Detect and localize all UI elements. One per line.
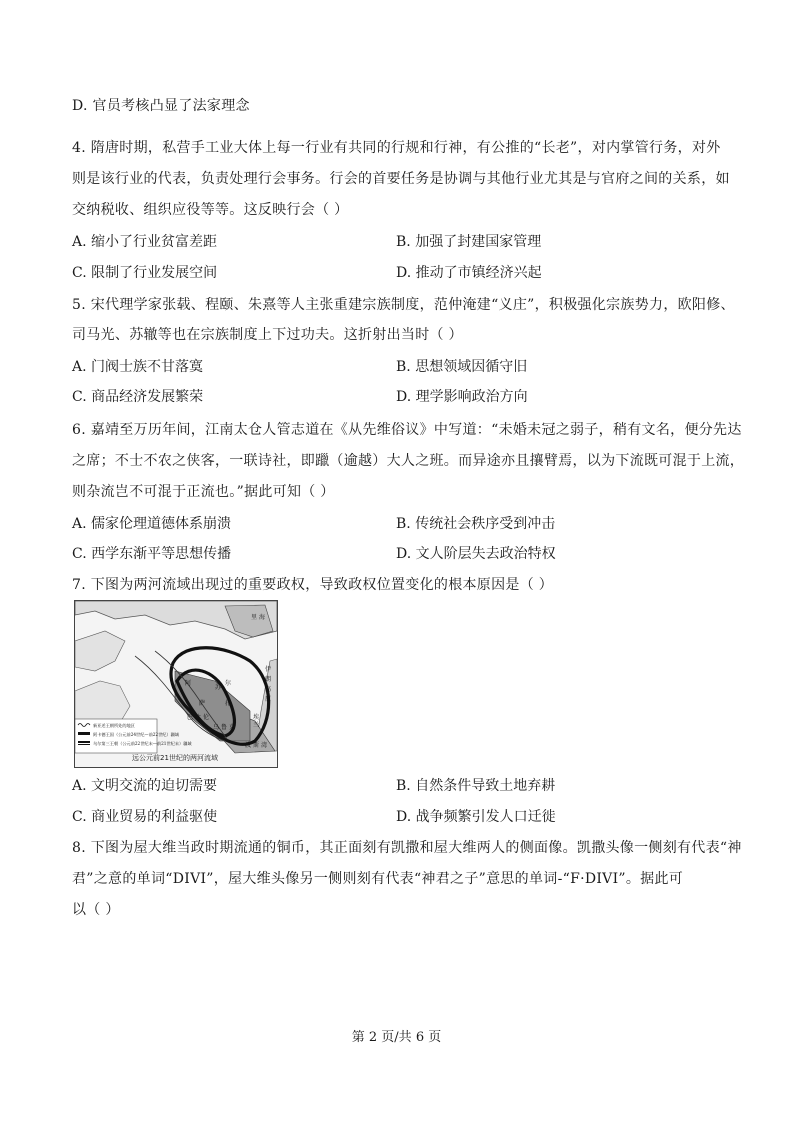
q5-stem-line-2: 司马光、苏辙等也在宗族制度上下过功夫。这折射出当时（ ）	[72, 327, 463, 343]
q6-option-b: B. 传统社会秩序受到冲击	[396, 516, 556, 532]
map-label-hai: 海	[259, 614, 266, 621]
q4-stem-line-3: 交纳税收、组织应役等等。这反映行会（ ）	[72, 202, 349, 218]
q6-stem-line-1: 6. 嘉靖至万历年间，江南太仓人管志道在《从先维俗议》中写道：“未婚未冠之弱子，稍有文名，便分先达	[72, 422, 742, 438]
map-label-lun: 伦	[203, 714, 210, 721]
page-footer: 第 2 页/共 6 页	[351, 1030, 442, 1045]
legend-item-2: 阿卡德王国（公元前24世纪—前22世纪）疆域	[93, 732, 180, 737]
map-label-gao: 高	[265, 686, 272, 693]
q5-option-a: A. 门阀士族不甘落寞	[72, 359, 204, 375]
map-caption: 远公元前21世纪的两河流域	[132, 754, 218, 762]
q5-option-d: D. 理学影响政治方向	[396, 389, 528, 405]
map-label-si: 斯	[253, 742, 260, 749]
map-label-er: 尔	[225, 680, 232, 687]
q6-stem-line-2: 之席；不士不农之侠客，一联诗社，即躐（逾越）大人之班。而异途亦且攘臂焉，以为下流既可混于上流，	[72, 453, 745, 469]
q5-option-c: C. 商品经济发展繁荣	[72, 389, 204, 405]
q8-stem-line-1: 8. 下图为屋大维当政时期流通的铜币，其正面刻有凯撒和屋大维两人的侧面像。凯撒头像一侧刻有代表“神	[72, 840, 742, 856]
map-label-li: 里	[251, 614, 258, 621]
q5-option-b: B. 思想领域因循守旧	[396, 359, 528, 375]
map-label-ba: 巴	[187, 714, 194, 721]
q7-option-d: D. 战争频繁引发人口迁徙	[396, 809, 556, 825]
q4-stem-line-2: 则是该行业的代表，负责处理行会事务。行会的首要任务是协调与其他行业尤其是与官府之间的关系，如	[72, 171, 730, 187]
q6-option-d: D. 文人阶层失去政治特权	[396, 546, 556, 562]
q5-stem-line-1: 5. 宋代理学家张载、程颐、朱熹等人主张重建宗族制度，范仲淹建“义庄”，积极强化宗族势力，欧阳修、	[72, 297, 735, 313]
q4-option-d: D. 推动了市镇经济兴起	[396, 265, 542, 281]
q4-option-c: C. 限制了行业发展空间	[72, 265, 218, 281]
map-label-lang: 朗	[265, 676, 272, 683]
map-label-su: 苏	[215, 684, 222, 691]
q7-option-a: A. 文明交流的迫切需要	[72, 778, 218, 794]
q4-option-b: B. 加强了封建国家管理	[396, 234, 542, 250]
map-label-wan: 湾	[261, 742, 268, 749]
map-label-a: 阿	[185, 680, 192, 687]
q4-option-a: A. 缩小了行业贫富差距	[72, 234, 218, 250]
map-label-wu: 乌	[213, 724, 220, 731]
mesopotamia-map	[74, 600, 278, 768]
map-label-sa: 萨	[199, 700, 206, 707]
map-label-bo: 波	[245, 742, 252, 749]
map-label-lu: 鲁	[221, 724, 228, 731]
q3-option-d: D. 官员考核凸显了法家理念	[72, 98, 250, 114]
q7-option-b: B. 自然条件导致土地弃耕	[396, 778, 556, 794]
q8-stem-line-3: 以（ ）	[72, 902, 120, 918]
q7-option-c: C. 商业贸易的利益驱使	[72, 809, 218, 825]
map-label-bi: 比	[195, 714, 202, 721]
q6-option-a: A. 儒家伦理道德体系崩溃	[72, 516, 232, 532]
q4-stem-line-1: 4. 隋唐时期，私营手工业大体上每一行业有共同的行规和行神，有公推的“长老”，对内掌管行务，对外	[72, 140, 721, 156]
q6-option-c: C. 西学东渐平等思想传播	[72, 546, 232, 562]
map-label-ke: 克	[229, 724, 236, 731]
q8-stem-line-2: 君”之意的单词“DIVI”，屋大维头像另一侧则刻有代表“神君之子”意思的单词-“F·DIVI”。据此可	[72, 871, 684, 887]
map-label-yuan: 原	[265, 696, 272, 703]
map-label-zha: 扎	[225, 700, 232, 707]
legend-item-3: 乌尔第三王朝（公元前22世纪末—前21世纪末）疆域	[93, 741, 192, 746]
legend-item-1: 新亚述王朝所处的地区	[93, 723, 135, 728]
map-label-lan: 兰	[253, 722, 260, 729]
map-label-ai: 埃	[253, 714, 260, 721]
q7-stem-line-1: 7. 下图为两河流域出现过的重要政权，导致政权位置变化的根本原因是（ ）	[72, 577, 554, 593]
q6-stem-line-3: 则杂流岂不可混于正流也。”据此可知（ ）	[72, 484, 335, 500]
map-label-yi: 伊	[265, 666, 272, 673]
